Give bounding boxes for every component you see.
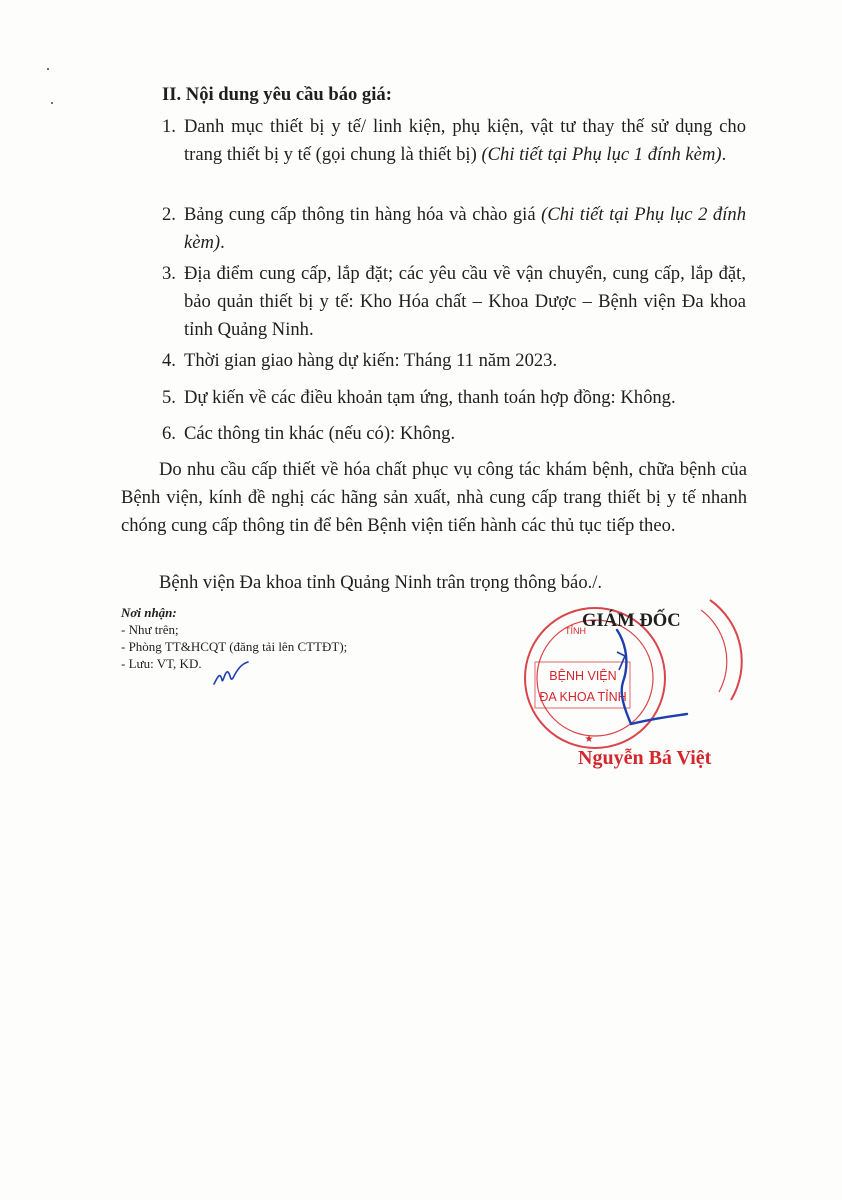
signature-stroke: [617, 630, 687, 724]
item-italic-ref: (Chi tiết tại Phụ lục 1 đính kèm): [481, 144, 722, 165]
signer-title: GIÁM ĐỐC: [582, 610, 681, 631]
item-number: 3.: [162, 263, 176, 284]
item-number: 1.: [162, 116, 176, 137]
body-paragraph-text: Do nhu cầu cấp thiết về hóa chất phục vụ công tác khám bệnh, chữa bệnh của Bệnh viện, kính đề nghị các hãng sản xuất, nhà cung cấp trang thiết bị y tế nhanh chóng cung cấp thông tin để bên Bệnh viện tiến hành các thủ tục tiếp theo.: [121, 459, 747, 536]
item-number: 4.: [162, 350, 176, 371]
item-text: Thời gian giao hàng dự kiến: Tháng 11 năm 2023.: [184, 350, 558, 371]
stamp-line1: BỆNH VIỆN: [549, 669, 617, 683]
item-tail: .: [220, 232, 225, 253]
section-heading: II. Nội dung yêu cầu báo giá:: [162, 84, 392, 105]
list-item: [162, 260, 746, 344]
recipient-line: - Lưu: VT, KD.: [121, 656, 202, 671]
item-italic-ref: (Chi tiết tại Phụ lục 2 đính kèm): [184, 204, 746, 253]
item-number: 6.: [162, 423, 176, 444]
list-item: [162, 420, 746, 448]
list-item: [162, 113, 746, 169]
recipient-line: - Phòng TT&HCQT (đăng tải lên CTTĐT);: [121, 639, 348, 654]
item-tail: .: [721, 144, 727, 165]
scan-speck: [51, 102, 53, 104]
initial-signature: [210, 658, 266, 692]
star-icon: ★: [584, 734, 594, 745]
item-text: Danh mục thiết bị y tế/ linh kiện, phụ kiện, vật tư thay thế sử dụng cho trang thiết bị y tế (gọi chung là thiết bị): [184, 116, 746, 165]
list-item: [162, 347, 746, 375]
item-number: 2.: [162, 204, 176, 225]
recipient-line: - Như trên;: [121, 622, 179, 637]
body-paragraph: [121, 456, 747, 540]
stamp-arc-top: TỈNH: [565, 626, 586, 636]
item-text: Địa điểm cung cấp, lắp đặt; các yêu cầu về vận chuyển, cung cấp, lắp đặt, bảo quản thiết bị y tế: Kho Hóa chất – Khoa Dược – Bệnh viện Đa khoa tỉnh Quảng Ninh.: [184, 263, 746, 340]
closing-paragraph-text: Bệnh viện Đa khoa tỉnh Quảng Ninh trân trọng thông báo./.: [159, 572, 603, 593]
item-text: Dự kiến về các điều khoản tạm ứng, thanh toán hợp đồng: Không.: [184, 387, 676, 408]
list-item: [162, 201, 746, 257]
list-item: [162, 384, 746, 412]
item-text: Bảng cung cấp thông tin hàng hóa và chào giá: [184, 204, 542, 225]
scan-speck: [47, 68, 49, 70]
item-number: 5.: [162, 387, 176, 408]
signer-name: Nguyễn Bá Việt: [578, 747, 712, 769]
signature-stroke: [617, 652, 625, 670]
stamp-line2: ĐA KHOA TỈNH: [539, 690, 627, 704]
item-text: Các thông tin khác (nếu có): Không.: [184, 423, 456, 444]
recipients-label: Nơi nhận:: [121, 605, 177, 620]
